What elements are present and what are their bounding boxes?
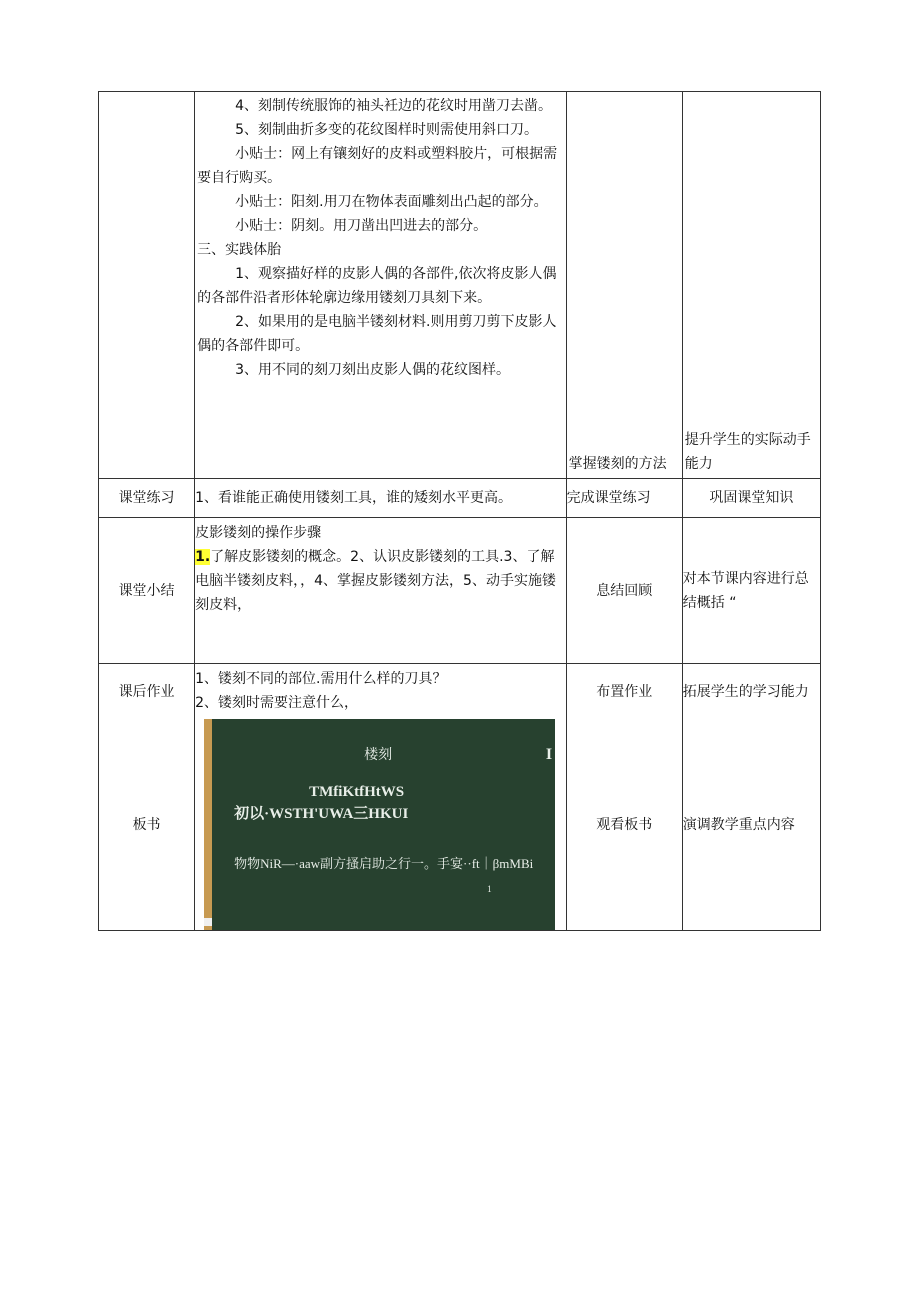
lesson-plan-table bbox=[98, 91, 821, 931]
practice-goal: 完成课堂练习 bbox=[566, 479, 682, 518]
row-label: 板书 bbox=[99, 720, 195, 931]
board-goal: 观看板书 bbox=[566, 720, 682, 931]
summary-steps bbox=[195, 545, 566, 617]
goal-text: 掌握镂刻的方法 bbox=[568, 456, 667, 472]
chalkboard-image bbox=[204, 719, 555, 930]
tip-1: 小贴士：网上有镶刻好的皮料或塑料胶片，可根据需要自行购买。 bbox=[197, 146, 558, 186]
intent-text: 提升学生的实际动手能力 bbox=[684, 432, 811, 472]
row-label-empty bbox=[99, 92, 195, 479]
table-row bbox=[99, 518, 821, 664]
summary-content bbox=[195, 518, 567, 664]
table-row bbox=[99, 664, 821, 720]
tip-2: 小贴士：阳刻.用刀在物体表面雕刻出凸起的部分。 bbox=[235, 194, 548, 210]
practice-step-2: 2、如果用的是电脑半镂刻材料.则用剪刀剪下皮影人偶的各部件即可。 bbox=[197, 314, 557, 354]
row-label: 课后作业 bbox=[99, 664, 195, 720]
goal-cell bbox=[566, 92, 682, 479]
board-intent: 演调教学重点内容 bbox=[682, 720, 820, 931]
teaching-content bbox=[195, 92, 567, 479]
summary-intent: 对本节课内容进行总结概括 “ bbox=[682, 518, 820, 664]
summary-title: 皮影镂刻的操作步骤 bbox=[195, 525, 322, 541]
homework-and-board bbox=[195, 664, 567, 931]
practice-step-1: 1、观察描好样的皮影人偶的各部件,依次将皮影人偶的各部件沿者形体轮廓边缘用镂刻刀具刻下来。 bbox=[197, 266, 557, 306]
practice-intent: 巩固课堂知识 bbox=[682, 479, 820, 518]
practice-content: 1、看谁能正确使用镂刻工具，谁的矮刻水平更高。 bbox=[195, 479, 567, 518]
practice-step-3: 3、用不同的刻刀刻出皮影人偶的花纹图样。 bbox=[235, 362, 511, 378]
board-line-2: 初以·WSTH'UWA三HKUI bbox=[234, 806, 409, 822]
homework-goal: 布置作业 bbox=[566, 664, 682, 720]
table-row bbox=[99, 92, 821, 479]
board-line-3: 物物NiR—·aaw副方搔启助之行一。手宴··ft｜βmMBi bbox=[234, 856, 534, 871]
board-line-1: TMfiKtfHtWS bbox=[309, 784, 405, 800]
intent-cell bbox=[682, 92, 820, 479]
summary-goal: 息结回顾 bbox=[566, 518, 682, 664]
section-heading: 三、实践体胎 bbox=[197, 242, 282, 258]
step-4: 4、刻制传统服饰的袖头衽边的花纹时用凿刀去凿。 bbox=[235, 98, 553, 114]
table-row bbox=[99, 479, 821, 518]
homework-intent: 拓展学生的学习能力 bbox=[682, 664, 820, 720]
homework-q2: 2、镂刻时需要注意什么， bbox=[195, 695, 359, 711]
board-mark: I bbox=[545, 746, 553, 763]
summary-text: 了解皮影镂刻的概念。2、认识皮影镂刻的工具.3、了解电脑半镂刻皮料，，4、掌握皮影镂刻方法，5、动手实施镂刻皮料， bbox=[195, 549, 556, 613]
row-label: 课堂练习 bbox=[99, 479, 195, 518]
tip-3: 小贴士：阴刻。用刀凿出凹进去的部分。 bbox=[235, 218, 488, 234]
board-page: 1 bbox=[487, 884, 492, 894]
chalkboard-frame bbox=[204, 719, 212, 930]
chalkboard-corner bbox=[204, 918, 212, 926]
step-5: 5、刻制曲折多变的花纹图样时则需使用斜口刀。 bbox=[235, 122, 539, 138]
row-label: 课堂小结 bbox=[99, 518, 195, 664]
board-title: 楼刻 bbox=[364, 747, 393, 763]
homework-q1: 1、镂刻不同的部位.需用什么样的刀具？ bbox=[195, 671, 447, 687]
highlight-mark: 1. bbox=[195, 549, 211, 565]
